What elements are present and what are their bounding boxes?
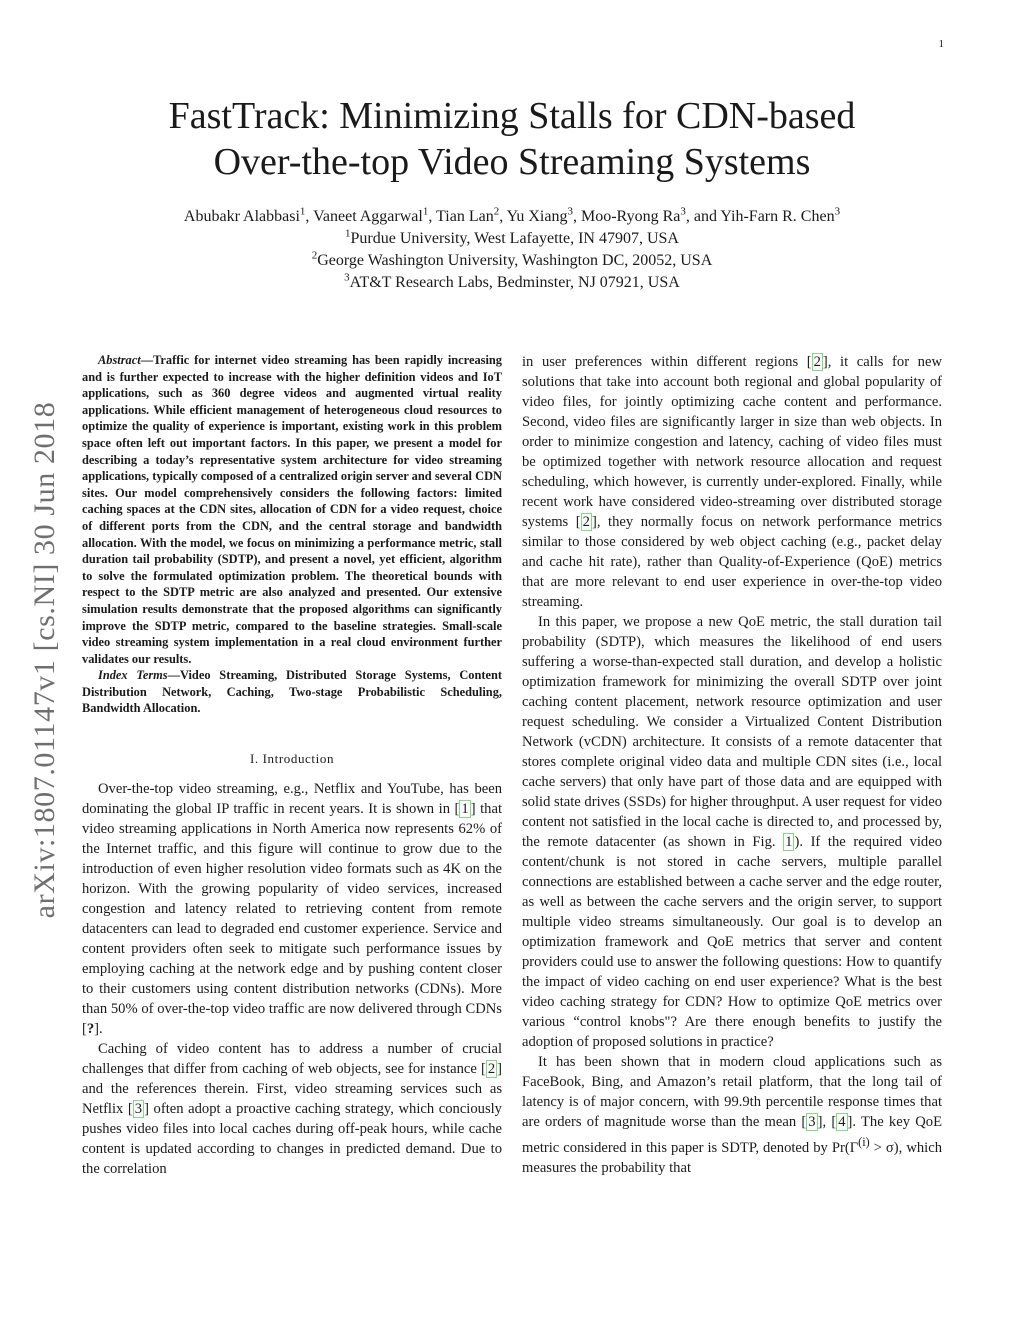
author-name: , Yu Xiang xyxy=(499,208,568,225)
citation-link[interactable]: 2 xyxy=(813,354,821,370)
citation-unresolved: ? xyxy=(86,1021,95,1038)
affiliation-mark: 3 xyxy=(567,205,573,218)
arxiv-identifier: arXiv:1807.01147v1 [cs.NI] 30 Jun 2018 xyxy=(28,401,61,919)
author-name: Abubakr Alabbasi xyxy=(183,208,300,225)
affiliation-mark: 1 xyxy=(299,205,306,218)
citation-link[interactable]: 2 xyxy=(487,1061,496,1078)
figure-link[interactable]: 1 xyxy=(785,834,793,850)
citation-link[interactable]: 4 xyxy=(838,1114,846,1130)
right-column xyxy=(522,352,942,1178)
author-name: , Tian Lan xyxy=(428,208,494,225)
affiliation-mark: 3 xyxy=(680,205,686,218)
paragraph: in user preferences within different regions [ 2 ], it calls for new solutions that take into account both regional and global popularity of video files, for jointly optimizing cache content and performance. Second, video files are significantly larger in size than web objects. In order to minimize congestion and latency, caching of video files must be optimized together with network resource allocation and request scheduling, which however, is currently under-explored. Finally, while recent work have considered video-streaming over distributed storage systems [ 2 ], they normally focus on network performance metrics similar to those considered by web object caching (e.g., packet delay and cache hit rate), rather than Quality-of-Experience (QoE) metrics that are more relevant to end user experience in over-the-top video streaming. xyxy=(522,354,942,610)
paragraph: It has been shown that in modern cloud applications such as FaceBook, Bing, and Amazon’s retail platform, that the long tail of latency is of major concern, with 99.9th percentile response times that are orders of magnitude worse than the mean [ 3 ], [ 4 ]. The key QoE metric considered in this paper is SDTP, denoted by $Pr(\Gamma^{(i)} > \sigma)$, which measures the probability that xyxy=(522,1054,943,1176)
affiliation-1: $^1$Purdue University, West Lafayette, IN 47907, USA xyxy=(345,227,679,247)
affiliation-2: $^2$George Washington University, Washington DC, 20052, USA xyxy=(311,249,713,269)
title-line-1: FastTrack: Minimizing Stalls for CDN-based xyxy=(168,95,856,137)
left-column xyxy=(82,352,502,1179)
citation-link[interactable]: 3 xyxy=(808,1114,816,1130)
author-name: , and Yih-Farn R. Chen xyxy=(685,208,835,225)
paper-title xyxy=(0,93,1024,185)
paragraph: In this paper, we propose a new QoE metric, the stall duration tail probability (SDTP), which measures the likelihood of end users suffering a worse-than-expected stall duration, and develop a holistic optimization framework for minimizing the overall SDTP over joint caching content placement, network resource optimization and user request scheduling. We consider a Virtualized Content Distribution Network (vCDN) architecture. It consists of a remote datacenter that stores complete original video data and multiple CDN sites (i.e., local cache servers) that only have part of those data and are equipped with solid state drives (SSDs) for higher throughput. A user request for video content not satisfied in the local cache is directed to, and processed by, the remote datacenter (as shown in Fig. 1 ). If the required video content/chunk is not stored in cache servers, multiple parallel connections are established between a cache server and the edge router, as well as between the cache servers and the origin server, to support multiple video streams simultaneously. Our goal is to develop an optimization framework and QoE metrics that server and content providers could use to answer the following questions: How to quantify the impact of video caching on end user experience? What is the best video caching strategy for CDN? How to optimize QoE metrics over various “control knobs"? Are there enough benefits to justify the adoption of proposed solutions in practice? xyxy=(522,614,942,1050)
arxiv-sidebar xyxy=(28,370,62,950)
affiliation-3: $^3$AT&T Research Labs, Bedminster, NJ 07921, USA xyxy=(344,271,680,291)
paragraph: Caching of video content has to address a number of crucial challenges that differ from caching of web objects, see for instance [ 2 ] and the references therein. First, video streaming services such as Netflix [ 3 ] often adopt a proactive caching strategy, which conciously pushes video files into local caches during off-peak hours, while cache content is updated according to changes in predicted demand. Due to the correlation xyxy=(82,1041,502,1178)
author-list xyxy=(0,206,1024,228)
author-block xyxy=(0,206,1024,294)
author-name: , Moo-Ryong Ra xyxy=(572,208,681,225)
affiliation-mark: 3 xyxy=(834,205,841,218)
math-superscript: (i) xyxy=(858,1135,870,1149)
index-terms xyxy=(82,667,502,717)
index-terms-text: —Video Streaming, Distributed Storage Systems, Content Distribution Network, Caching, Two-stage Probabilistic Scheduling, Bandwidth Allocation. xyxy=(82,668,502,716)
index-terms-label: Index Terms xyxy=(98,668,168,683)
affiliation-mark: 1 xyxy=(422,205,429,218)
citation-link[interactable]: 3 xyxy=(134,1101,143,1118)
abstract xyxy=(82,352,502,667)
affiliation-mark: 2 xyxy=(493,205,500,218)
title-line-2: Over-the-top Video Streaming Systems xyxy=(213,141,811,183)
citation-link[interactable]: 1 xyxy=(461,801,469,818)
page-number: 1 xyxy=(938,38,944,50)
author-name: , Vaneet Aggarwal xyxy=(305,208,423,225)
citation-link[interactable]: 2 xyxy=(582,514,590,530)
section-heading: I. Introduction xyxy=(249,751,335,767)
abstract-label: Abstract xyxy=(98,353,141,367)
paragraph: Over-the-top video streaming, e.g., Netflix and YouTube, has been dominating the global IP traffic in recent years. It is shown in [ 1 ] that video streaming applications in North America now represents 62% of the Internet traffic, and this figure will continue to grow due to the introduction of even higher resolution video formats such as 4K on the horizon. With the growing popularity of video services, increased congestion and latency related to retrieving content from remote datacenters can lead to degraded end customer experience. Service and content providers often seek to mitigate such performance issues by employing caching at the network edge and by pushing content closer to their customers using content distribution networks (CDNs). More than 50% of over-the-top video traffic are now delivered through CDNs [?]. xyxy=(82,781,502,1038)
abstract-text: —Traffic for internet video streaming has been rapidly increasing and is further expected to increase with the higher definition videos and IoT applications, such as 360 degree videos and augmented virtual reality applications. While efficient management of heterogeneous cloud resources to optimize the quality of experience is important, existing work in this problem space often left out important factors. In this paper, we present a model for describing a today’s representative system architecture for video streaming applications, typically composed of a centralized origin server and several CDN sites. Our model comprehensively considers the following factors: limited caching spaces at the CDN sites, allocation of CDN for a video request, choice of different ports from the CDN, and the central storage and bandwidth allocation. With the model, we focus on minimizing a performance metric, stall duration tail probability (SDTP), and present a novel, yet efficient, algorithm to solve the formulated optimization problem. The theoretical bounds with respect to the SDTP metric are also analyzed and presented. Our extensive simulation results demonstrate that the proposed algorithms can significantly improve the SDTP metric, compared to the baseline strategies. Small-scale video streaming system implementation in a real cloud environment further validates our results. xyxy=(82,353,502,666)
